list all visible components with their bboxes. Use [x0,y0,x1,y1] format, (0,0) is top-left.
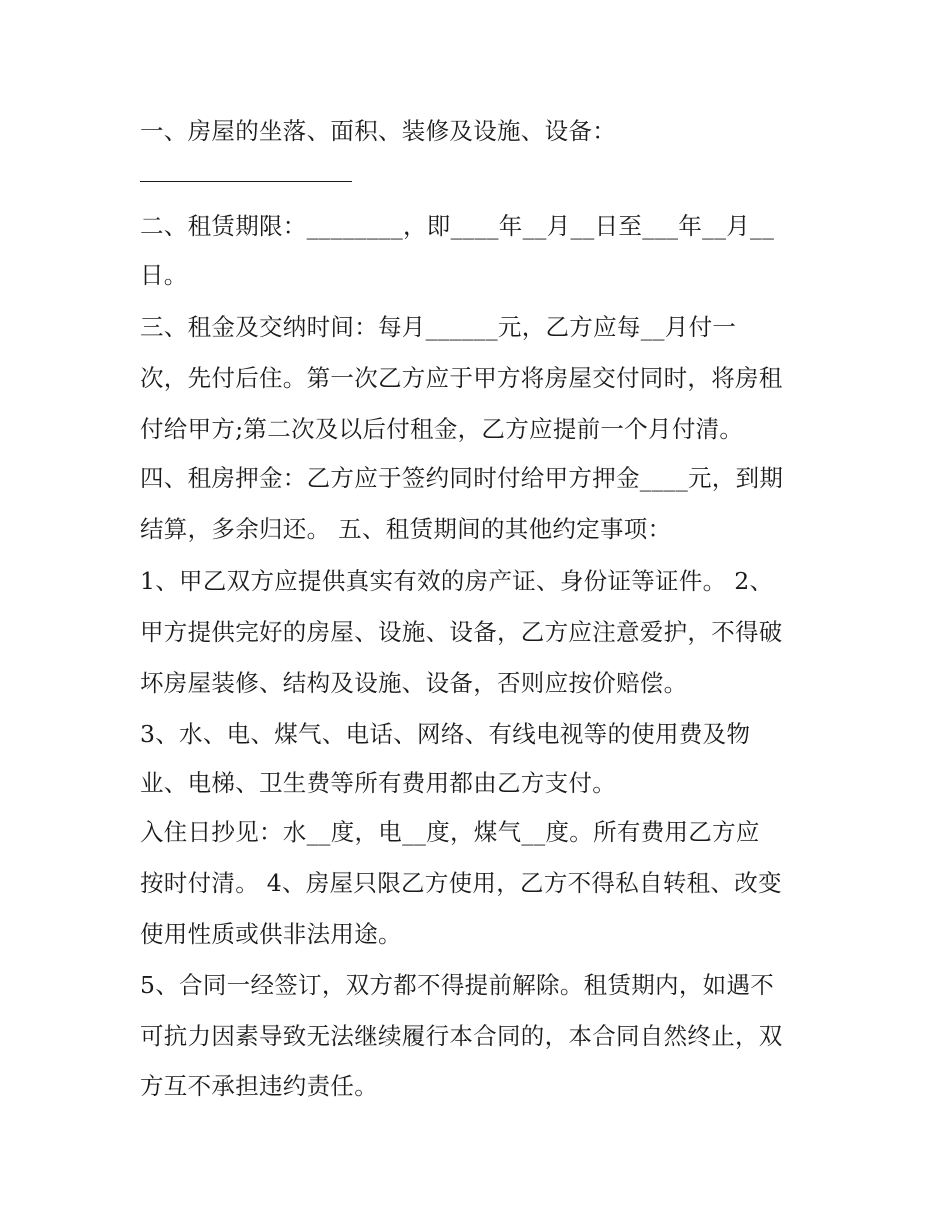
clause-2-lease-term: 二、租赁期限：________，即____年__月__日至___年__月__ [140,212,775,240]
clause-3-rent-cont-1: 次，先付后住。第一次乙方应于甲方将房屋交付同时，将房租 [140,364,783,392]
clause-1-premises: 一、房屋的坐落、面积、装修及设施、设备： [140,117,616,145]
item-5-termination: 5、合同一经签订，双方都不得提前解除。租赁期内，如遇不 [140,971,775,999]
item-1-documents: 1、甲乙双方应提供真实有效的房产证、身份证等证件。 2、 [140,567,774,595]
fill-in-blank-line [140,181,352,182]
clause-3-rent-cont-2: 付给甲方;第二次及以后付租金，乙方应提前一个月付清。 [140,415,744,443]
meter-reading: 入住日抄见：水__度，电__度，煤气__度。所有费用乙方应 [140,818,760,846]
item-3-utilities-cont: 业、电梯、卫生费等所有费用都由乙方支付。 [140,769,616,797]
item-4-usage-cont: 使用性质或供非法用途。 [140,920,402,948]
item-2-maintenance-cont: 坏房屋装修、结构及设施、设备，否则应按价赔偿。 [140,669,688,697]
item-5-termination-cont-1: 可抗力因素导致无法继续履行本合同的，本合同自然终止，双 [140,1022,783,1050]
clause-4-deposit: 四、租房押金：乙方应于签约同时付给甲方押金____元，到期 [140,464,784,492]
clause-4-deposit-cont: 结算，多余归还。 五、租赁期间的其他约定事项： [140,515,672,543]
clause-3-rent: 三、租金及交纳时间：每月______元，乙方应每__月付一 [140,313,737,341]
item-3-utilities: 3、水、电、煤气、电话、网络、有线电视等的使用费及物 [140,720,751,748]
item-4-usage: 按时付清。 4、房屋只限乙方使用，乙方不得私自转租、改变 [140,869,782,897]
item-5-termination-cont-2: 方互不承担违约责任。 [140,1072,378,1100]
item-2-maintenance: 甲方提供完好的房屋、设施、设备，乙方应注意爱护，不得破 [140,618,783,646]
clause-2-lease-term-cont: 日。 [140,261,188,289]
